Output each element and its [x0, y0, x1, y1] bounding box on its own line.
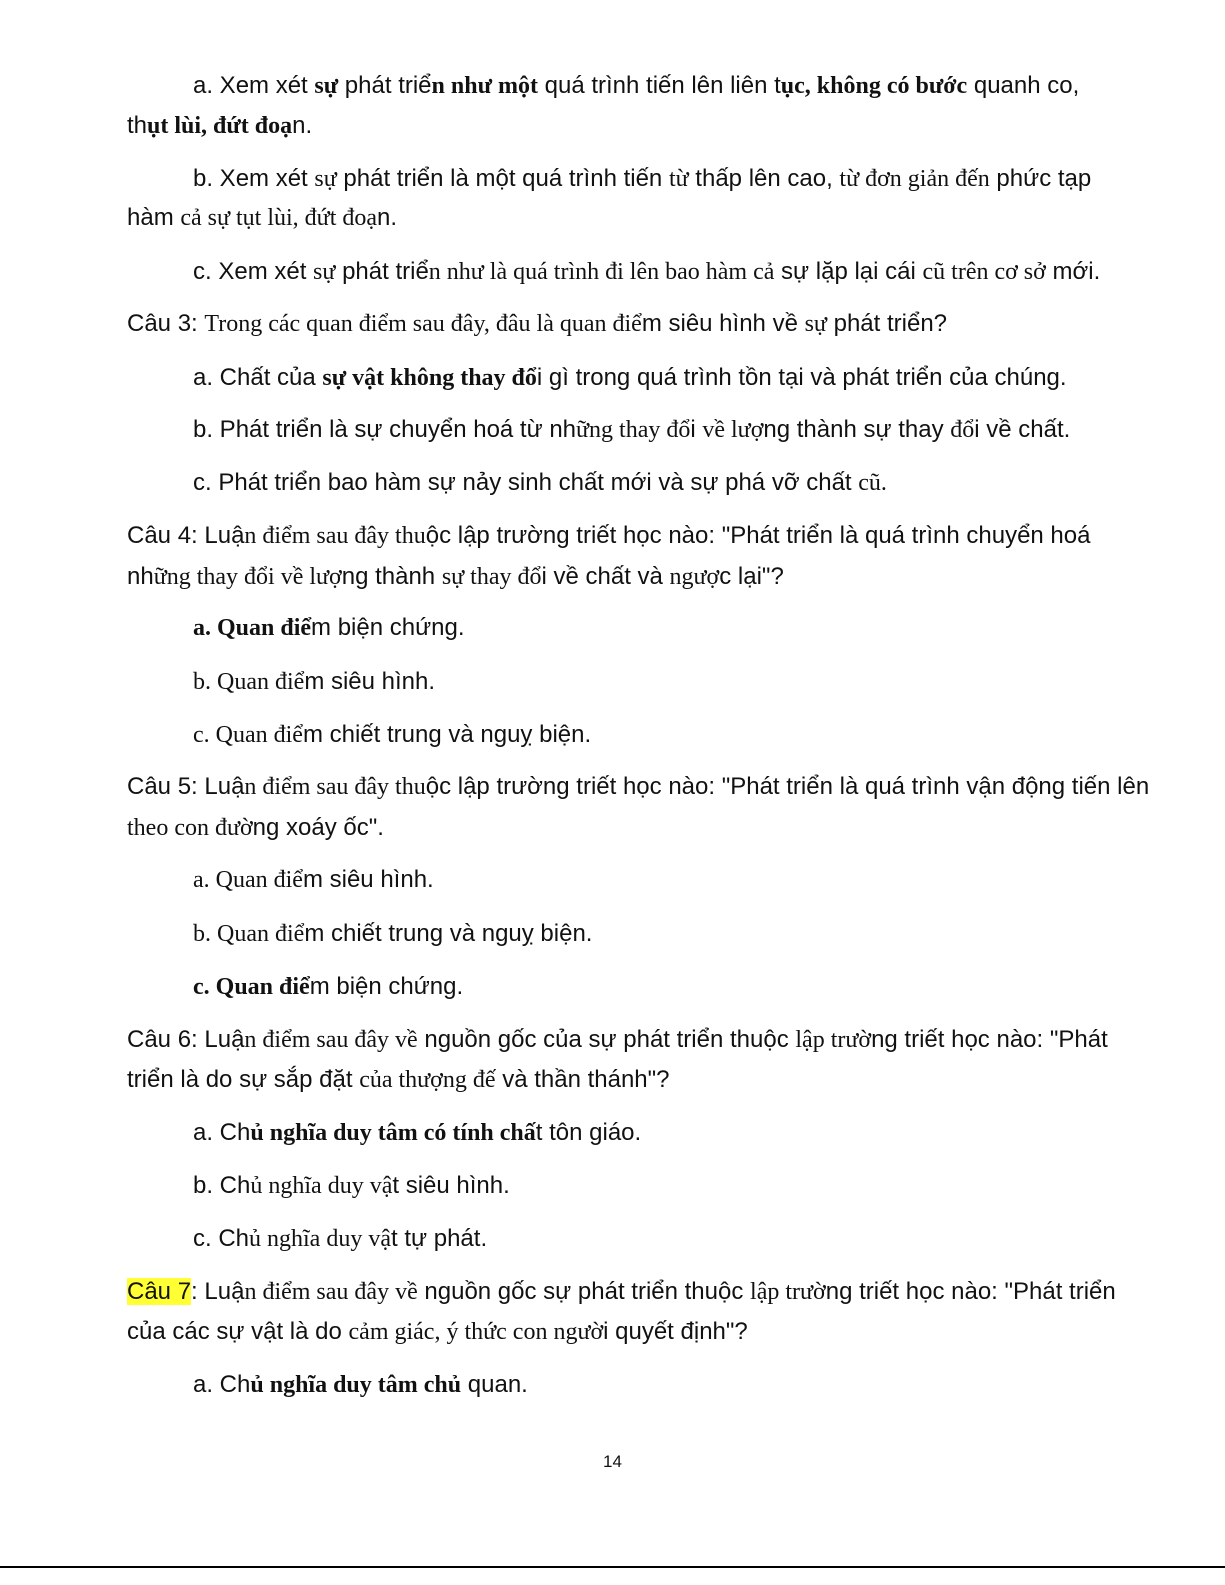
page-bottom-border — [0, 1566, 1225, 1568]
text-run: cảm giác, ý thức con ngườ — [348, 1319, 604, 1345]
text-run: a. Ch — [193, 1371, 251, 1398]
text-run: n điểm sau đây về — [244, 1027, 418, 1053]
text-run: triển là do sự sắp đặt — [127, 1066, 360, 1093]
text-run: a. Xem xét — [193, 72, 315, 99]
text-run: m biện chứng. — [309, 973, 464, 1000]
text-run: n điểm sau đây về — [244, 1279, 418, 1305]
option-b-q5 — [193, 918, 1172, 950]
text-run: sự — [804, 311, 827, 337]
text-run: c. Quan điể — [193, 722, 303, 748]
text-run: ng xoáy ốc". — [252, 814, 384, 841]
question-6 — [127, 1024, 1172, 1056]
option-c-q2 — [193, 256, 1172, 288]
text-run: sự — [314, 73, 339, 99]
text-run: ngượ — [669, 564, 720, 590]
text-run: ững thay đổi về lượ — [153, 564, 342, 590]
text-run: phát triể — [335, 258, 429, 285]
text-run: ng triết học nào: "Phát triển là quá trình chuyển hoá — [542, 522, 1091, 549]
text-run: hàm — [127, 204, 181, 231]
text-run: n. — [377, 204, 398, 231]
text-run: ủ nghĩa duy tâm chủ — [250, 1372, 462, 1398]
text-run: m chiết trung và nguỵ biện. — [304, 920, 593, 947]
text-run: a. Ch — [193, 1119, 251, 1146]
text-run: nguồn gốc của sự phát triển thuộc — [417, 1026, 796, 1053]
text-run: nguồn gốc sự phát triển thuộc — [417, 1278, 751, 1305]
text-run: n như một — [431, 73, 538, 99]
text-run: i — [690, 416, 703, 443]
text-run: sự — [313, 259, 336, 285]
question-3 — [127, 308, 1172, 340]
text-run: thấp lên cao, — [688, 165, 840, 192]
text-run: b. Xem xét — [193, 165, 315, 192]
text-run: i về chất. — [974, 416, 1071, 443]
text-run: i quyết định"? — [603, 1318, 748, 1345]
question-6-continued — [127, 1064, 1172, 1096]
text-run: theo con đườ — [127, 815, 253, 841]
text-run: ững thay đổ — [576, 417, 691, 443]
text-run: Câu 6: Luậ — [127, 1026, 245, 1053]
text-run: ủ nghĩa duy vậ — [249, 1226, 391, 1252]
option-a-q4 — [193, 612, 1172, 644]
text-run: i gì trong quá trình tồn tại và phát triển của chúng. — [536, 364, 1067, 391]
text-run: n như là quá trình đi lên bao hàm cả — [428, 259, 775, 285]
text-run: về lượ — [702, 417, 764, 443]
text-run: t siêu hình. — [392, 1172, 510, 1199]
text-run: và thần thánh"? — [495, 1066, 670, 1093]
text-run: : Luậ — [191, 1278, 245, 1305]
text-run: c. Phát triển bao hàm sự nảy sinh chất mới và sự phá vỡ chất — [193, 469, 859, 496]
text-run: c. Xem xét — [193, 258, 314, 285]
option-b-q2 — [193, 163, 1172, 195]
question-7-continued — [127, 1316, 1172, 1348]
option-a-q3 — [193, 362, 1172, 394]
text-run: ủ nghĩa duy tâm có tính chấ — [250, 1120, 536, 1146]
text-run: th — [127, 112, 148, 139]
text-run: của thượng đế — [359, 1067, 496, 1093]
text-run: cả sự tụt lùi, đứt đoạ — [180, 205, 378, 231]
text-run: từ đơn giản đến — [839, 166, 990, 192]
question-5-continued — [127, 812, 1172, 844]
text-run: ng thành — [341, 563, 442, 590]
text-run: phát triển là một quá trình tiến — [336, 165, 669, 192]
option-c-q6 — [193, 1223, 1172, 1255]
question-4-continued — [127, 561, 1172, 593]
text-run: a. Quan điể — [193, 615, 312, 641]
text-run: c. Ch — [193, 1225, 250, 1252]
text-run: phát triển? — [826, 310, 948, 337]
option-b-q2-continued — [127, 202, 1172, 234]
text-run: ộc lập trườ — [425, 522, 543, 549]
text-run: m siêu hình. — [302, 866, 434, 893]
text-run: t tôn giáo. — [535, 1119, 642, 1146]
text-run: mới. — [1045, 258, 1101, 285]
text-run: phức tạp — [989, 165, 1092, 192]
text-run: phát triể — [338, 72, 432, 99]
text-run: c lại"? — [719, 563, 784, 590]
text-run: m biện chứng. — [311, 614, 465, 641]
text-run: Câu 4: Luậ — [127, 522, 245, 549]
text-run: m siêu hình về — [641, 310, 805, 337]
text-run: quá trình tiến lên liên t — [537, 72, 781, 99]
text-run: m chiết trung và nguỵ biện. — [302, 721, 592, 748]
text-run: b. Quan điể — [193, 669, 305, 695]
option-a-q2-continued — [127, 110, 1172, 142]
text-run: ng triết học nào: "Phát triển là quá trình vận động tiến lên — [542, 773, 1150, 800]
page-number: 14 — [603, 1452, 622, 1471]
text-run: ụt lùi, đứt đoạ — [147, 113, 293, 139]
option-a-q2 — [193, 70, 1172, 102]
text-run: quanh co, — [967, 72, 1080, 99]
text-run: lập trườ — [750, 1279, 826, 1305]
question-5 — [127, 771, 1172, 803]
text-run: i về chất và — [541, 563, 670, 590]
text-run: sự — [314, 166, 337, 192]
question-4 — [127, 520, 1172, 552]
option-c-q4 — [193, 719, 1172, 751]
text-run: a. Quan điể — [193, 867, 303, 893]
text-run: c. Quan điể — [193, 974, 310, 1000]
text-run: sự lặp lại cái — [774, 258, 923, 285]
text-run: ng triết học nào: "Phát — [871, 1026, 1108, 1053]
option-c-q3 — [193, 467, 1172, 499]
option-a-q6 — [193, 1117, 1172, 1149]
text-run: ng thành sự thay — [763, 416, 951, 443]
text-run: Câu 3: — [127, 310, 205, 337]
option-b-q6 — [193, 1170, 1172, 1202]
text-run: quan. — [461, 1371, 528, 1398]
text-run: t tự phát. — [391, 1225, 488, 1252]
text-run: b. Quan điể — [193, 921, 305, 947]
text-run: Trong các quan điểm sau đây, đâu là quan điể — [204, 311, 642, 337]
option-a-q5 — [193, 864, 1172, 896]
option-b-q4 — [193, 666, 1172, 698]
text-run: ủ nghĩa duy vậ — [250, 1173, 393, 1199]
text-run: n. — [292, 112, 313, 139]
text-run: ng triết học nào: "Phát triển — [825, 1278, 1116, 1305]
option-a-q7 — [193, 1369, 1172, 1401]
text-run: lập trườ — [795, 1027, 872, 1053]
option-b-q3 — [193, 414, 1172, 446]
text-run: n điểm sau đây thu — [244, 523, 426, 549]
text-run: của các sự vật là do — [127, 1318, 349, 1345]
text-run: sự vật không thay đổ — [322, 365, 537, 391]
text-run: từ — [668, 166, 689, 192]
text-run: ục, không có bước — [780, 73, 968, 99]
text-run: nh — [127, 563, 154, 590]
text-run: a. Chất của — [193, 364, 323, 391]
highlighted-question-label: Câu 7 — [127, 1278, 192, 1305]
text-run: đổ — [950, 417, 975, 443]
text-run: cũ. — [858, 470, 887, 496]
question-7 — [127, 1276, 1172, 1308]
text-run: ộc lập trườ — [425, 773, 543, 800]
text-run: sự thay đổ — [441, 564, 542, 590]
option-c-q5 — [193, 971, 1172, 1003]
text-run: n điểm sau đây thu — [244, 774, 426, 800]
text-run: b. Phát triển là sự chuyển hoá từ nh — [193, 416, 577, 443]
text-run: cũ trên cơ sở — [922, 259, 1046, 285]
text-run: m siêu hình. — [304, 668, 436, 695]
text-run: Câu 5: Luậ — [127, 773, 245, 800]
text-run: b. Ch — [193, 1172, 251, 1199]
